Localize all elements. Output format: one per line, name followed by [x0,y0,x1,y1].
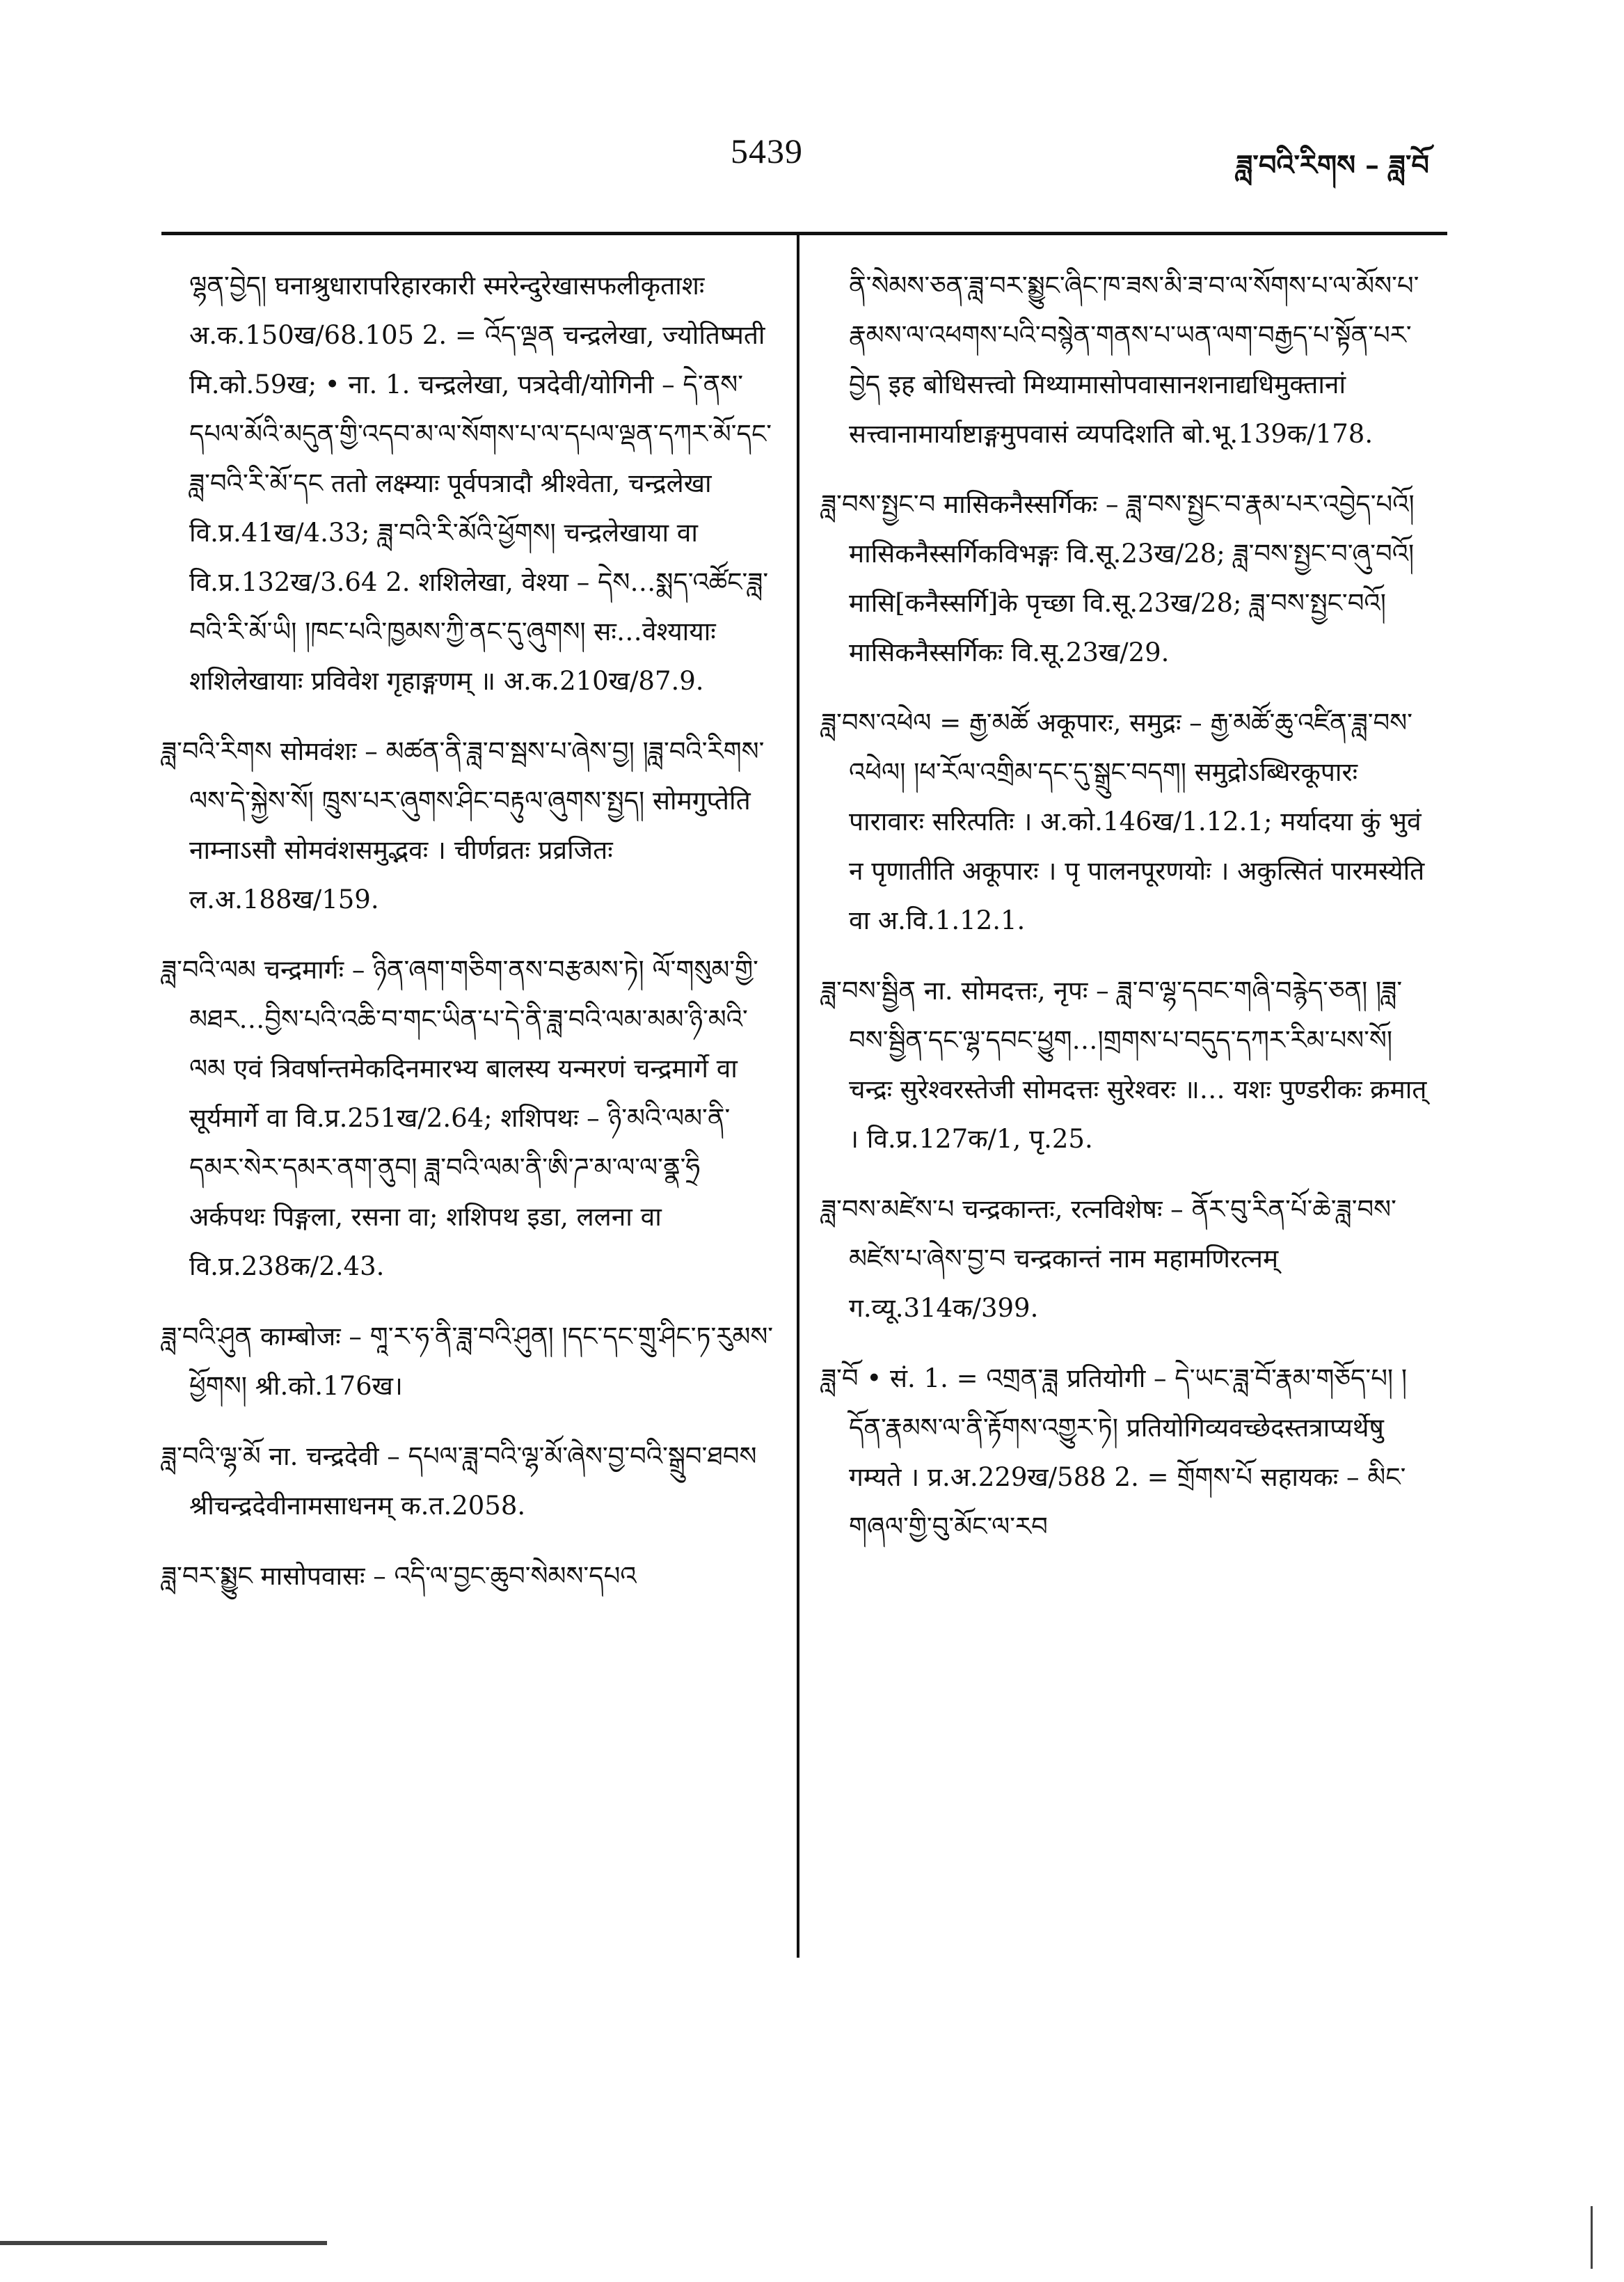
page-number: 5439 [731,132,803,171]
entry-right-1: ཟླ་བས་སྤྱང་བ मासिकनैस्सर्गिकः – ཟླ་བས་སྤྱང་བ་རྣམ་པར་འབྱེད་པའོ། मासिकनैस्सर्गिकविभङ्गः वि.सू.23ख/28; ཟླ་བས་སྤྱང་བ་ཞུ་བའོ། मासि[कनैस्सर्गि]के पृच्छा वि.सू.23ख/28; ཟླ་བས་སྤྱང་བའོ། मासिकनैस्सर्गिकः वि.सू.23ख/29. [821,489,1415,667]
entry-right-5: ཟླ་བོ • सं. 1. = འགྲན་ཟླ प्रतियोगी – དེ་ཡང་ཟླ་བོ་རྣམ་གཅོད་པ། །དོན་རྣམས་ལ་ནི་རྟོགས་འགྱུར་ཏེ། प्रतियोगिव्यवच्छेदस्तत्राप्यर्थेषु गम्यते । प्र.अ.229ख/588 2. = གྲོགས་པོ सहायकः – མིང་གཞལ་གྱི་བུ་མོང་ལ་རབ [821,1363,1408,1542]
left-column [161,261,781,1622]
right-column [821,261,1440,1572]
entry-right-2: ཟླ་བས་འཕེལ = རྒྱ་མཚོ अकूपारः, समुद्रः – རྒྱ་མཚོ་ཆུ་འཛིན་ཟླ་བས་འཕེལ། །ཕ་རོལ་འགྲིམ་དང་དུ་སྒྲུང་བདག། समुद्रोऽब्धिरकूपारः पारावारः सरित्पतिः । अ.को.146ख/1.12.1; मर्यादया कुं भुवं न पृणातीति अकूपारः । पृ पालनपूरणयोः । अकुत्सितं पारमस्येति वा अ.वि.1.12.1. [821,708,1425,935]
entry-left-5: ཟླ་བར་སྨྱུང मासोपवासः – འདི་ལ་བྱང་ཆུབ་སེམས་དཔའ [161,1561,637,1591]
scan-smudge [0,2241,327,2245]
entry-left-3: ཟླ་བའི་ཤུན काम्बोजः – གཱ་ར་ཧ་ནི་ཟླ་བའི་ཤུན། །དང་དང་གྲུ་ཤིང་ཏ་རུམས་ཕྱོགས། श्री.को.176ख। [161,1322,774,1401]
entry-left-1: ཟླ་བའི་རིགས सोमवंशः – མཚན་ནི་ཟླ་བ་སྦས་པ་ཞེས་བྱ། །ཟླ་བའི་རིགས་ལས་དེ་སྐྱེས་སོ། ཁྲུས་པར་ཞུགས་ཤིང་བརྟུལ་ཞུགས་སྤྱད། सोमगुप्तेति नाम्नाऽसौ सोमवंशसमुद्भवः । चीर्णव्रतः प्रव्रजितः ल.अ.188ख/159. [161,736,765,914]
entry-right-0: ནི་སེམས་ཅན་ཟླ་བར་སྨྱུང་ཞིང་ཁ་ཟས་མི་ཟ་བ་ལ་སོགས་པ་ལ་མོས་པ་རྣམས་ལ་འཕགས་པའི་བསྙེན་གནས་པ་ཡན་ལག་བརྒྱད་པ་སྟོན་པར་བྱེད इह बोधिसत्त्वो मिथ्यामासोपवासानशनाद्यधिमुक्तानां सत्त्वानामार्याष्टाङ्गमुपवासं व्यपदिशति बो.भू.139क/178. [849,271,1419,449]
entry-left-2: ཟླ་བའི་ལམ चन्द्रमार्गः – ཉིན་ཞག་གཅིག་ནས་བརྩམས་ཏེ། ལོ་གསུམ་གྱི་མཐར…བྱིས་པའི་འཆི་བ་གང་ཡིན་པ་དེ་ནི་ཟླ་བའི་ལམ་མམ་ཉི་མའི་ལམ एवं त्रिवर्षान्तमेकदिनमारभ्य बालस्य यन्मरणं चन्द्रमार्गे वा सूर्यमार्गे वा वि.प्र.251ख/2.64; शशिपथः – ཉི་མའི་ལམ་ནི་དམར་སེར་དམར་ནག་ནུབ། ཟླ་བའི་ལམ་ནི་ཨི་ཌ་མ་ལ་ལ་ནྣ་ཧྲི अर्कपथः पिङ्गला, रसना वा; शशिपथ इडा, ललना वा वि.प्र.238क/2.43. [161,955,758,1281]
running-head: ཟླ་བའི་རིགས – ཟླ་བོ [1236,149,1429,182]
entry-left-0: ལྷན་བྱེད། घनाश्रुधारापरिहारकारी स्मरेन्दुरेखासफलीकृताशः अ.क.150ख/68.105 2. = འོད་ལྡན चन्द्रलेखा, ज्योतिष्मती मि.को.59ख; • ना. 1. चन्द्रलेखा, पत्रदेवी/योगिनी – དེ་ནས་དཔལ་མོའི་མདུན་གྱི་འདབ་མ་ལ་སོགས་པ་ལ་དཔལ་ལྡན་དཀར་མོ་དང་ཟླ་བའི་རི་མོ་དང ततो लक्ष्म्याः पूर्वपत्रादौ श्रीश्वेता, चन्द्रलेखा वि.प्र.41ख/4.33; ཟླ་བའི་རི་མོའི་ཕྱོགས། चन्द्रलेखाया वा वि.प्र.132ख/3.64 2. शशिलेखा, वेश्या – དེས…སྨད་འཚོང་ཟླ་བའི་རི་མོ་ཡི། །ཁང་པའི་ཁྱམས་ཀྱི་ནང་དུ་ཞུགས། सः…वेश्यायाः शशिलेखायाः प्रविवेश गृहाङ्गणम् ॥ अ.क.210ख/87.9. [189,271,772,696]
entry-right-3: ཟླ་བས་སྦྱིན ना. सोमदत्तः, नृपः – ཟླ་བ་ལྷ་དབང་གཞི་བརྙེད་ཅན། །ཟླ་བས་སྦྱིན་དང་ལྷ་དབང་ཕྱུག…།གྲགས་པ་བདུད་དཀར་རིམ་པས་སོ། चन्द्रः सुरेश्वरस्तेजी सोमदत्तः सुरेश्वरः ॥… यशः पुण्डरीकः क्रमात् । वि.प्र.127क/1, पृ.25. [821,976,1427,1154]
entry-left-4: ཟླ་བའི་ལྷ་མོ ना. चन्द्रदेवी – དཔལ་ཟླ་བའི་ལྷ་མོ་ཞེས་བྱ་བའི་སྒྲུབ་ཐབས श्रीचन्द्रदेवीनामसाधनम् क.त.2058. [161,1441,757,1521]
header-rule [161,232,1447,235]
column-divider [797,235,799,1958]
scan-edge-mark [1591,2206,1593,2269]
entry-right-4: ཟླ་བས་མཛེས་པ चन्द्रकान्तः, रत्नविशेषः – ནོར་བུ་རིན་པོ་ཆེ་ཟླ་བས་མཛེས་པ་ཞེས་བྱ་བ चन्द्रकान्तं नाम महामणिरत्नम् ग.व्यू.314क/399. [821,1194,1396,1323]
